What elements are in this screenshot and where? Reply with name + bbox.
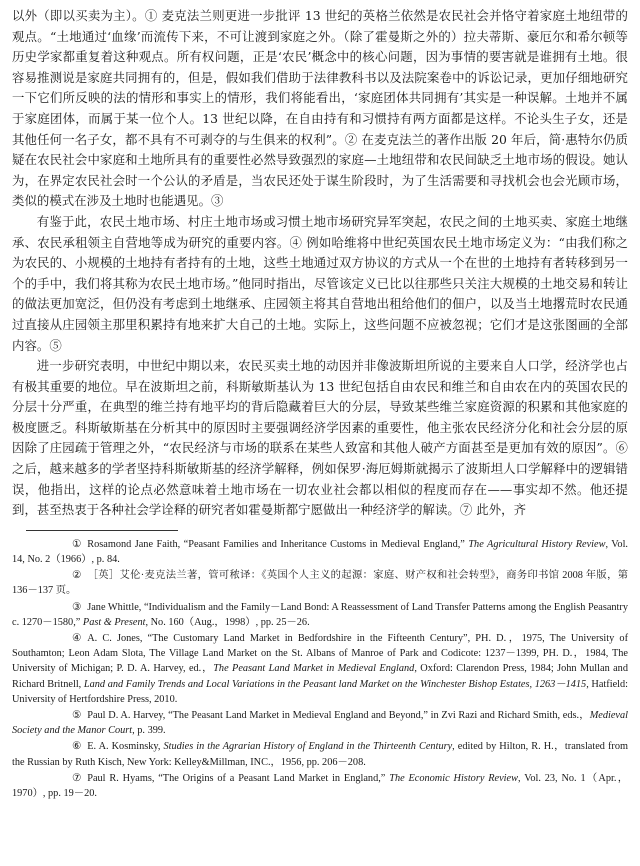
footnote-mark: ② (72, 570, 82, 582)
footnote-text: , Hatfield: University of Hertfordshire Press, 2010. (12, 678, 629, 705)
footnote-title: Medieval Society and the Manor Court (12, 710, 628, 737)
footnote-5 (12, 708, 628, 738)
footnote-title: Studies in the Agrarian History of England in the Thirteenth Century (163, 741, 453, 753)
footnote-mark: ① (72, 538, 82, 550)
footnote-title: The Economic History Review (389, 772, 518, 784)
paragraph-1: 以外（即以买卖为主）。① 麦克法兰则更进一步批评 13 世纪的英格兰依然是农民社会并恪守着家庭土地纽带的观点。“土地通过‘血缘’而流传下来，不可让渡到家庭之外。（除了霍曼斯之外的）拉夫蒂斯、豪厄尔和希尔顿等历史学家都重复着这种观点。所有权问题，正是‘农民’概念中的核心问题，因为事情的要害就是谁拥有土地。很容易推测说是家庭共同拥有的，但是，假如我们借助于法律教科书以及法院案卷中的诉讼记录，更加仔细地研究一下它们所反映的法的情形和事实上的情形，我们将能看出，‘家庭团体共同拥有’其实是一种误解。土地并不属于家庭团体，而属于某一位个人。13 世纪以降，在自由持有和习惯持有两方面都是这样。不论头生子女，还是其他任何一名子女，都不具有不可剥夺的与生俱来的权利”。② 在麦克法兰的著作出版 20 年后，简·惠特尔仍质疑在农民社会中家庭和土地所具有的重要性必然导致强烈的家庭—土地纽带和农民间缺乏土地市场的假设。她认为，在界定农民社会时一个公认的矛盾是，当农民还处于谋生阶段时，为了生活需要和寻找机会也会光顾市场，类似的模式在涉及土地时也能遇见。③ (12, 8, 628, 209)
footnote-title: Land and Family Trends and Local Variations in the Peasant land Market on the Winchester Bishop Estates, 1263－1415 (83, 678, 587, 690)
footnote-text: , edited by Hilton, R. H.，translated from the Russian by Ruth Kisch, New York: Kelley&Millman, INC.，1956, pp. 206－208. (12, 741, 629, 768)
footnote-1 (12, 537, 628, 567)
footnote-text: Paul R. Hyams, “The Origins of a Peasant Land Market in England,” (87, 772, 390, 784)
footnote-title: Past & Present (82, 616, 146, 628)
footnote-text: , Vol. 23, No. 1（Apr.，1970）, pp. 19－20. (12, 772, 628, 800)
footnote-3 (12, 600, 628, 630)
footnote-text: ［英］艾伦·麦克法兰著，管可秾译：《英国个人主义的起源：家庭、财产权和社会转型》，商务印书馆 2008 年版，第 136－137 页。 (12, 570, 628, 597)
body-text (12, 6, 628, 521)
footnote-text: , p. 399. (132, 725, 166, 737)
footnote-text: , Vol. 14, No. 2（1966）, p. 84. (12, 538, 628, 566)
footnote-2 (12, 568, 628, 598)
paragraph-3: 进一步研究表明，中世纪中期以来，农民买卖土地的动因并非像波斯坦所说的主要来自人口学，经济学也占有极其重要的地位。早在波斯坦之前，科斯敏斯基认为 13 世纪包括自由农民和维兰和自由农在内的英国农民的分层十分严重，在典型的维兰持有地平均的背后隐藏着巨大的分层，导致某些维兰家庭资源的积累和其他家庭的极度匮乏。科斯敏斯基在分析其中的原因时主要强调经济学因素的重要性，他主张农民经济分化和社会分层的原因除了庄园疏于管理之外，“农民经济与市场的联系在某些人致富和其他人破产方面甚至是更加有效的原因”。⑥ 之后，越来越多的学者坚持科斯敏斯基的经济学解释，例如保罗·海厄姆斯就揭示了波斯坦人口学解释中的逻辑错误，他指出，这样的论点必然意味着土地市场在一切农业社会都以相似的程度而存在——事实却不然。他还提到，甚至热衷于各种社会学诠释的研究者如霍曼斯都宁愿做出一种经济学的解读。⑦ 此外，齐 (12, 358, 628, 518)
footnote-text: A. C. Jones, “The Customary Land Market in Bedfordshire in the Fifteenth Century”, PH. D.，1975, The University of Southamton; Leon Adam Slota, The Village Land Market on the St. Albans of Manroe of Park and Codicote: 1237－1399, PH. D.，1984, The University of Michigan; P. D. A. Harvey, ed.， (12, 633, 628, 675)
footnote-text: Paul D. A. Harvey, “The Peasant Land Market in Medieval England and Beyond,” in Zvi Razi and Richard Smith, eds.， (87, 710, 590, 722)
footnote-title: The Peasant Land Market in Medieval England (213, 663, 415, 675)
footnote-mark: ⑦ (72, 772, 82, 784)
footnote-mark: ⑤ (72, 710, 82, 722)
footnote-mark: ④ (72, 633, 82, 645)
footnote-mark: ⑥ (72, 741, 82, 753)
footnote-separator (26, 530, 178, 531)
footnote-text: Rosamond Jane Faith, “Peasant Families and Inheritance Customs in Medieval England,” (87, 538, 469, 550)
footnote-mark: ③ (72, 601, 82, 613)
footnote-text: Jane Whittle, “Individualism and the Family－Land Bond: A Reassessment of Land Transfer Patterns among the English Peasantry c. 1270－1580,” (12, 601, 628, 628)
footnote-7 (12, 771, 628, 801)
footnotes (12, 537, 628, 801)
footnote-text: , Oxford: Clarendon Press, 1984; John Mullan and Richard Britnell, (12, 663, 628, 690)
footnote-4 (12, 631, 628, 707)
paragraph-2: 有鉴于此，农民土地市场、村庄土地市场或习惯土地市场研究异军突起，农民之间的土地买卖、家庭土地继承、农民承租领主自营地等成为研究的重要内容。④ 例如哈维将中世纪英国农民土地市场定义为：“由我们称之为农民的、小规模的土地持有者持有的土地，这些土地通过双方协议的方式从一个在世的土地持有者转移到另一个的手中，我们将其称为农民土地市场。”他同时指出，尽管该定义已比以往那些只关注大规模的土地交易和转让的做法更加宽泛，但仍没有考虑到土地继承、庄园领主将其自营地出租给他们的佃户，以及当土地撂荒时农民通过直接从庄园领主那里积累持有地来扩大自己的土地。实际上，这些问题不应被忽视；它们才是这张图画的全部内容。⑤ (12, 213, 628, 353)
footnote-text: , No. 160（Aug.，1998）, pp. 25－26. (145, 616, 310, 628)
footnote-6 (12, 739, 628, 769)
footnote-title: The Agricultural History Review (468, 538, 606, 550)
footnote-text: E. A. Kosminsky, (87, 741, 164, 753)
